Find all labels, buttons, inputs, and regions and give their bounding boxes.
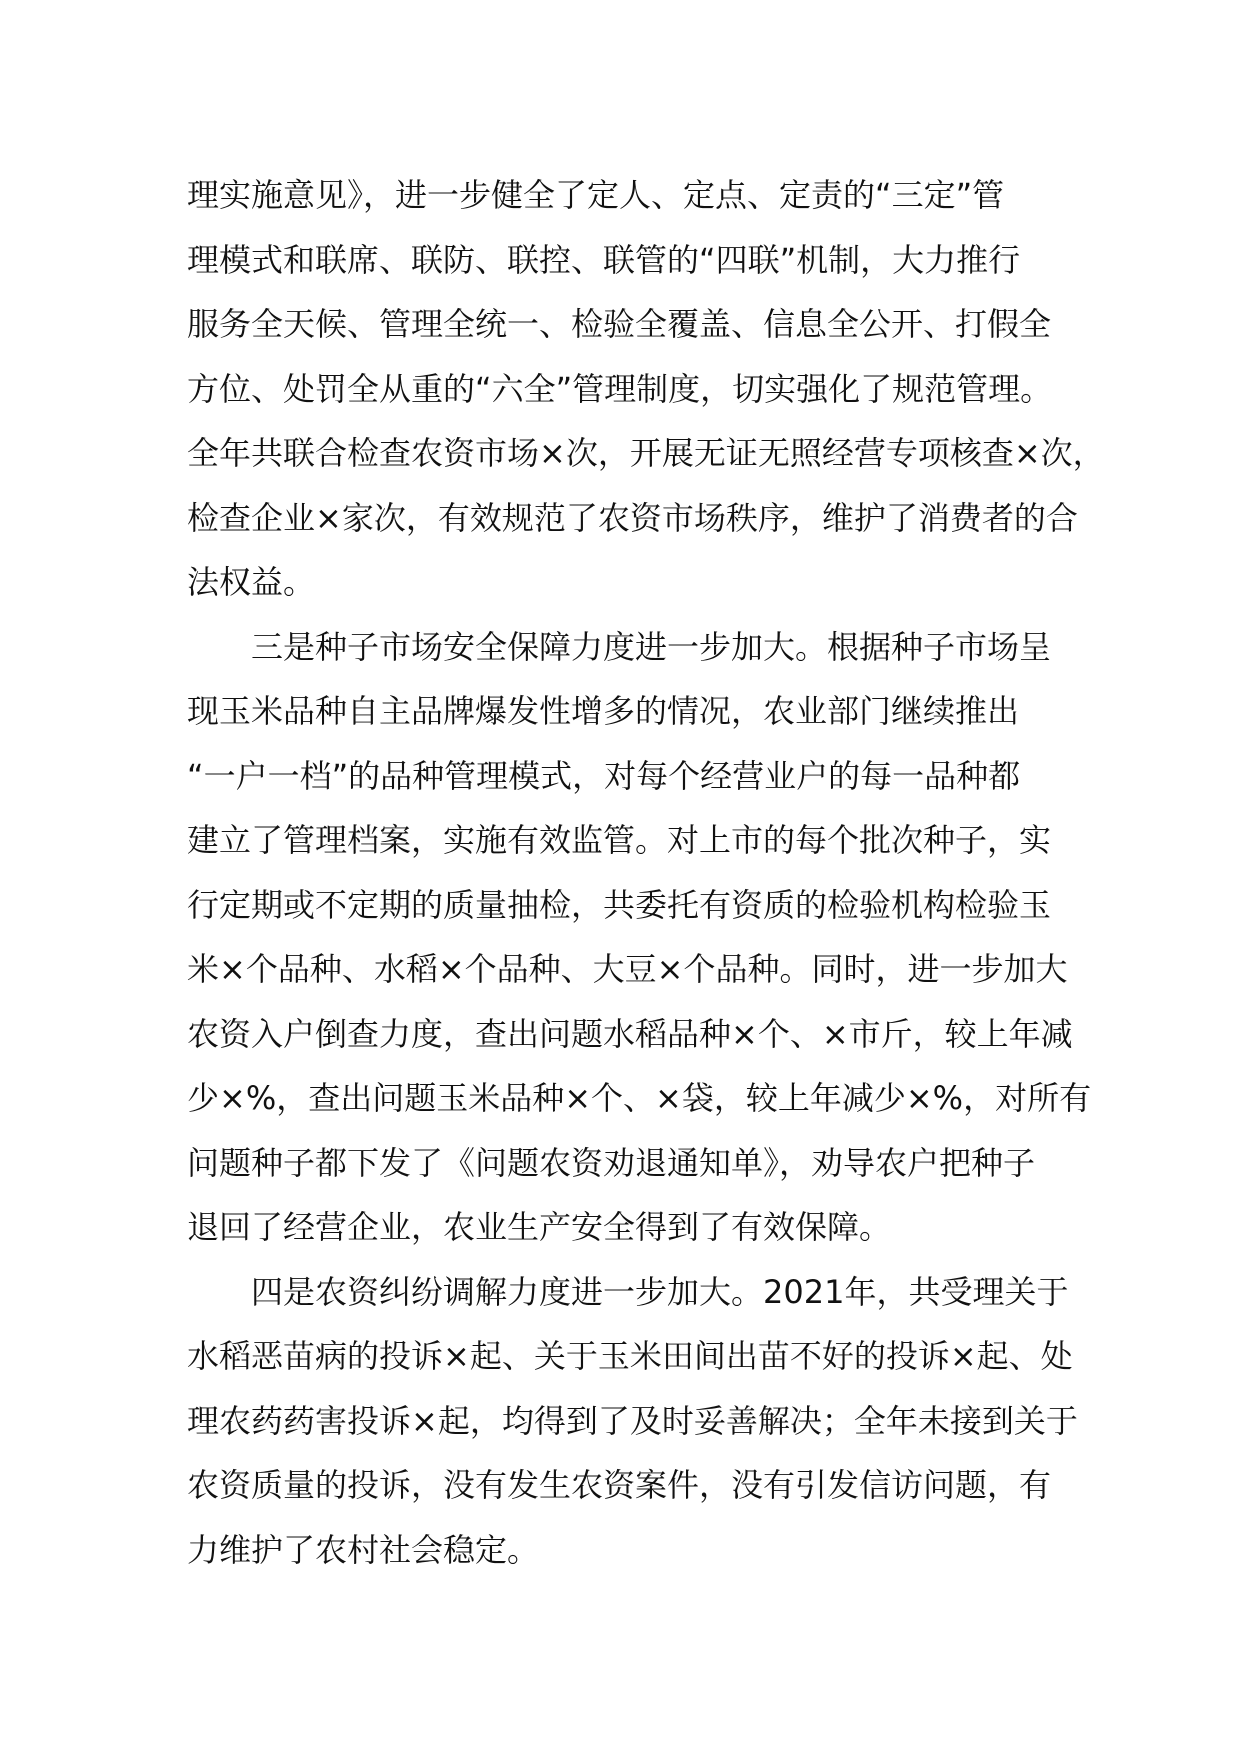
text-line: 理农药药害投诉×起，均得到了及时妥善解决；全年未接到关于 xyxy=(187,1401,1078,1440)
text-line: 建立了管理档案，实施有效监管。对上市的每个批次种子，实 xyxy=(187,821,1052,859)
text-line: 方位、处罚全从重的“六全”管理制度，切实强化了规范管理。 xyxy=(187,369,1053,408)
text-line: 法权益。 xyxy=(187,563,316,601)
text-line: 服务全天候、管理全统一、检验全覆盖、信息全公开、打假全 xyxy=(187,305,1052,343)
paragraph-start-line: 三是种子市场安全保障力度进一步加大。根据种子市场呈 xyxy=(251,627,1052,666)
text-line: 问题种子都下发了《问题农资劝退通知单》，劝导农户把种子 xyxy=(187,1143,1036,1182)
text-line: 行定期或不定期的质量抽检，共委托有资质的检验机构检验玉 xyxy=(187,885,1052,924)
text-line: 农资入户倒查力度，查出问题水稻品种×个、×市斤，较上年减 xyxy=(187,1014,1073,1053)
text-line: 少×%，查出问题玉米品种×个、×袋，较上年减少×%，对所有 xyxy=(187,1079,1092,1117)
text-line: “一户一档”的品种管理模式，对每个经营业户的每一品种都 xyxy=(187,756,1021,795)
text-line: 水稻恶苗病的投诉×起、关于玉米田间出苗不好的投诉×起、处 xyxy=(187,1337,1073,1375)
text-line: 现玉米品种自主品牌爆发性增多的情况，农业部门继续推出 xyxy=(187,692,1020,730)
text-line: 力维护了农村社会稳定。 xyxy=(187,1530,540,1569)
paragraph-start-line: 四是农资纠纷调解力度进一步加大。2021年，共受理关于 xyxy=(251,1272,1069,1311)
text-line: 米×个品种、水稻×个品种、大豆×个品种。同时，进一步加大 xyxy=(187,950,1068,988)
text-line: 农资质量的投诉，没有发生农资案件，没有引发信访问题，有 xyxy=(187,1466,1052,1504)
body-text xyxy=(187,163,1105,1582)
text-line: 理模式和联席、联防、联控、联管的“四联”机制，大力推行 xyxy=(187,240,1021,279)
text-line: 退回了经营企业，农业生产安全得到了有效保障。 xyxy=(187,1208,892,1246)
text-line: 全年共联合检查农资市场×次，开展无证无照经营专项核查×次， xyxy=(187,434,1105,472)
text-line: 理实施意见》，进一步健全了定人、定点、定责的“三定”管 xyxy=(187,176,1005,214)
text-line: 检查企业×家次，有效规范了农资市场秩序，维护了消费者的合 xyxy=(187,498,1078,537)
